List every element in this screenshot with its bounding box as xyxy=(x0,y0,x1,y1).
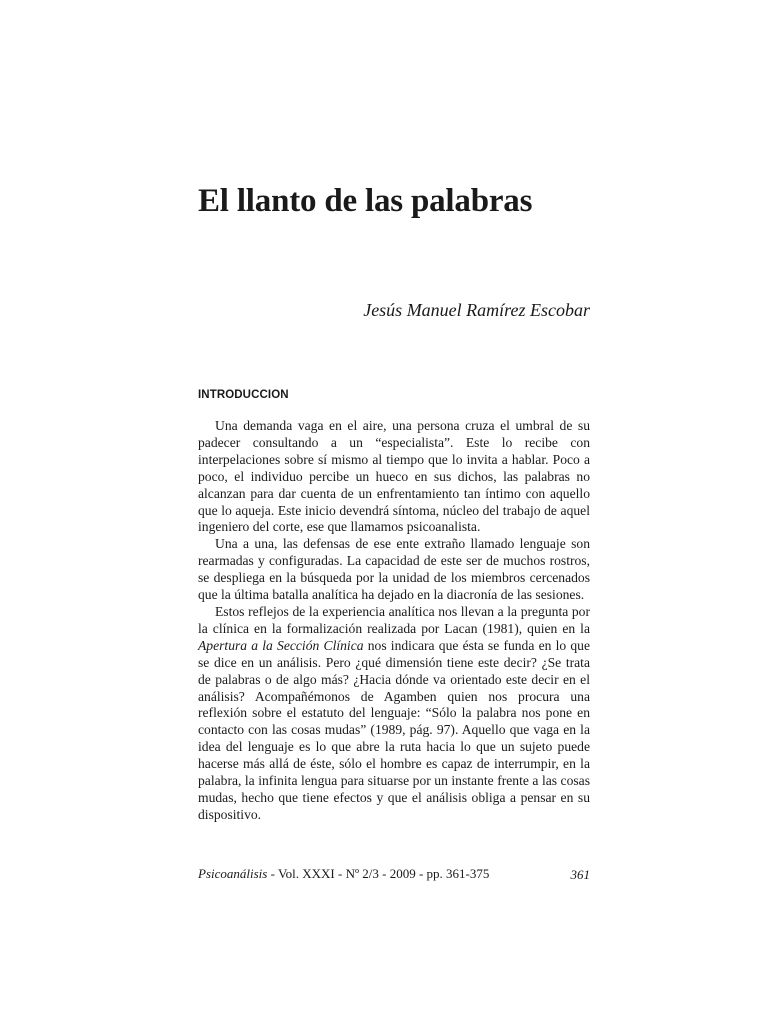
footer-journal-name: Psicoanálisis xyxy=(198,866,268,881)
paragraph-1: Una demanda vaga en el aire, una persona cruza el umbral de su padecer consultando a un “especialista”. Este lo recibe con interpelaciones sobre sí mismo al tiempo que lo invita a hablar. Poco a poco, el individuo percibe un hueco en sus dichos, las palabras no alcanzan para dar cuenta de un enfrentamiento tan íntimo con aquello que lo aqueja. Este inicio devendrá síntoma, núcleo del trabajo de aquel ingeniero del corte, ese que llamamos psicoanalista. xyxy=(198,418,590,535)
article-body xyxy=(198,418,590,824)
section-heading-introduccion: INTRODUCCION xyxy=(198,389,289,401)
paragraph-3-part-b: nos indicara que ésta se funda en lo que se dice en un análisis. Pero ¿qué dimensión tiene este decir? ¿Se trata de palabras o de algo más? ¿Hacia dónde va orientado este decir en el análisis? Acompañémonos de Agamben quien nos procura una reflexión sobre el estatuto del lenguaje: “Sólo la palabra nos pone en contacto con las cosas mudas” (1989, pág. 97). Aquello que vaga en la idea del lenguaje es lo que abre la ruta hacia lo que un sujeto puede hacerse más allá de éste, sólo el hombre es capaz de interrumpir, en la palabra, la infinita lengua para situarse por un instante frente a las cosas mudas, hecho que tiene efectos y que el análisis obliga a pensar en su dispositivo. xyxy=(198,637,591,822)
page-footer xyxy=(198,866,590,882)
article-author: Jesús Manuel Ramírez Escobar xyxy=(363,300,590,320)
article-title: El llanto de las palabras xyxy=(198,183,533,219)
paragraph-3-italic-title: Apertura a la Sección Clínica xyxy=(198,637,364,653)
paragraph-3-part-a: Estos reflejos de la experiencia analítica nos llevan a la pregunta por la clínica en la formalización realizada por Lacan (1981), quien en la xyxy=(198,603,590,636)
paragraph-2: Una a una, las defensas de ese ente extraño llamado lenguaje son rearmadas y configuradas. La capacidad de este ser de muchos rostros, se despliega en la búsqueda por la unidad de los miembros cercenados que la última batalla analítica ha dejado en la diacronía de las sesiones. xyxy=(198,536,590,603)
paragraph-3 xyxy=(198,604,590,824)
page-number: 361 xyxy=(570,867,590,882)
footer-citation-details: - Vol. XXXI - Nº 2/3 - 2009 - pp. 361-375 xyxy=(267,866,490,881)
